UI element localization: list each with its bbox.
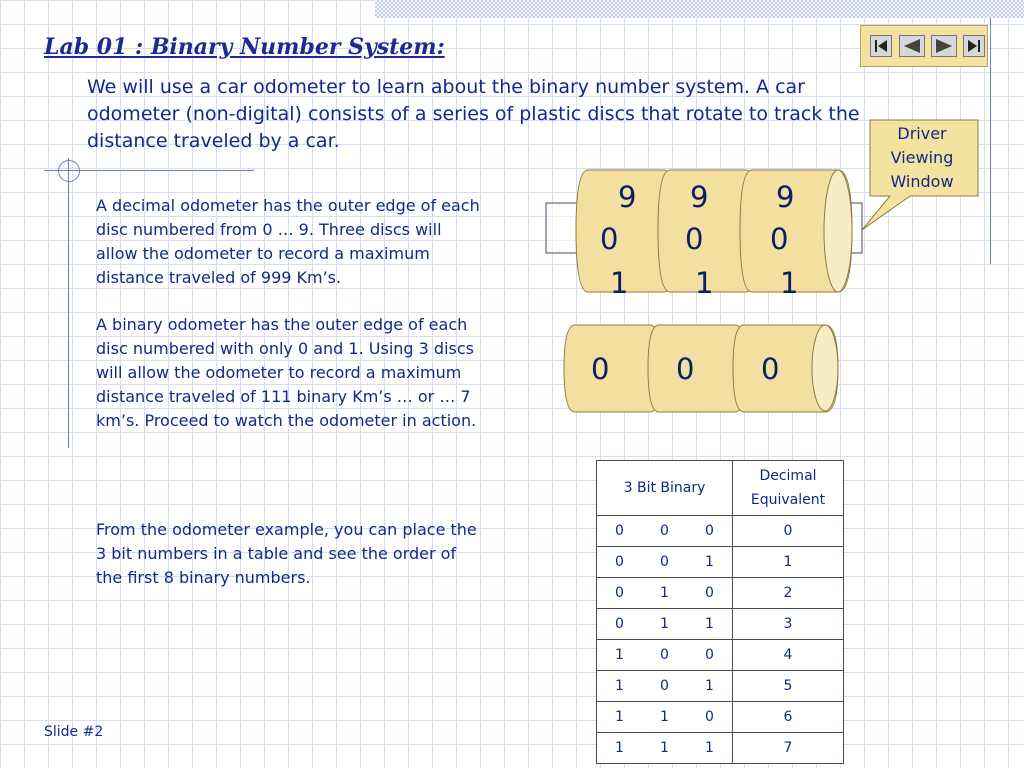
decimal-value-cell: 5 [733,671,844,702]
decimal-disc-1-middle: 0 [600,222,619,256]
intro-paragraph: We will use a car odometer to learn about the binary number system. A car odometer (non-digital) consists of a series of plastic discs that rotate to track the distance traveled by a car. [87,76,860,152]
decimal-disc-3-bottom: 1 [780,266,799,300]
table-row [597,547,844,578]
header-3-bit-binary: 3 Bit Binary [597,461,733,516]
binary-bit-cell: 0 [642,671,687,702]
binary-bit-cell: 1 [642,702,687,733]
binary-bit-cell: 0 [642,516,687,547]
binary-disc-3 [733,325,838,412]
decimal-value-cell: 0 [733,516,844,547]
binary-bit-cell: 0 [687,640,733,671]
decimal-disc-3-middle: 0 [770,222,789,256]
last-slide-button[interactable] [963,35,985,57]
first-slide-icon [873,38,889,54]
binary-disc-2 [648,325,746,412]
slide-navigation [860,25,988,67]
binary-bit-cell: 1 [642,733,687,764]
binary-bit-cell: 0 [597,516,643,547]
decimal-disc-2-middle: 0 [685,222,704,256]
slide-title: Lab 01 : Binary Number System: [44,34,445,60]
previous-slide-button[interactable] [899,35,925,57]
binary-bit-cell: 0 [687,702,733,733]
callout-line-1: Driver [897,124,947,143]
binary-bit-cell: 1 [687,609,733,640]
decimal-disc-1-bottom: 1 [610,266,629,300]
table-row [597,516,844,547]
table-row [597,578,844,609]
binary-bit-cell: 0 [642,640,687,671]
binary-disc-1 [564,325,661,412]
binary-disc-2-digit: 0 [676,352,695,386]
binary-table [596,460,844,764]
table-row [597,609,844,640]
decimal-disc-1-top: 9 [618,180,637,214]
decimal-odometer-paragraph: A decimal odometer has the outer edge of each disc numbered from 0 … 9. Three discs will allow the odometer to record a maximum distance traveled of 999 Km’s. [96,196,480,287]
table-row [597,702,844,733]
decimal-value-cell: 1 [733,547,844,578]
top-decorative-band [375,0,1024,18]
binary-bit-cell: 0 [597,547,643,578]
decimal-odometer [540,165,870,300]
binary-bit-cell: 1 [687,547,733,578]
bullet-decoration [44,150,254,190]
binary-bit-cell: 1 [597,640,643,671]
table-body [597,516,844,764]
decimal-value-cell: 3 [733,609,844,640]
binary-bit-cell: 1 [687,671,733,702]
table-row [597,733,844,764]
header-decimal-equivalent [733,461,844,516]
binary-odometer [555,320,855,420]
right-decorative-line [990,18,991,264]
binary-disc-1-digit: 0 [591,352,610,386]
binary-bit-cell: 0 [597,609,643,640]
decimal-disc-3-top: 9 [776,180,795,214]
callout-line-3: Window [890,172,954,191]
binary-bit-cell: 1 [642,578,687,609]
decimal-value-cell: 2 [733,578,844,609]
decimal-value-cell: 4 [733,640,844,671]
binary-disc-3-digit: 0 [761,352,780,386]
binary-bit-cell: 0 [597,578,643,609]
decimal-disc-2-bottom: 1 [695,266,714,300]
binary-bit-cell: 0 [642,547,687,578]
binary-bit-cell: 1 [642,609,687,640]
binary-bit-cell: 1 [687,733,733,764]
table-row [597,640,844,671]
binary-bit-cell: 1 [597,702,643,733]
binary-bit-cell: 1 [597,733,643,764]
last-slide-icon [966,38,982,54]
binary-bit-cell: 0 [687,578,733,609]
header-decimal-line-2: Equivalent [750,492,826,508]
binary-odometer-paragraph: A binary odometer has the outer edge of each disc numbered with only 0 and 1. Using 3 discs will allow the odometer to record a maximum distance traveled of 111 binary Km’s … or … 7 km’s. Proceed to watch the odometer in action. [96,315,477,430]
binary-bit-cell: 0 [687,516,733,547]
decimal-value-cell: 6 [733,702,844,733]
previous-slide-icon [902,38,922,54]
slide-number: Slide #2 [44,724,104,740]
binary-bit-cell: 1 [597,671,643,702]
driver-viewing-window-callout [860,118,988,238]
next-slide-icon [934,38,954,54]
header-decimal-line-1: Decimal [759,468,817,484]
table-row [597,671,844,702]
decimal-disc-2-top: 9 [690,180,709,214]
first-slide-button[interactable] [870,35,892,57]
callout-line-2: Viewing [890,148,954,167]
table-intro-paragraph: From the odometer example, you can place the 3 bit numbers in a table and see the order of the first 8 binary numbers. [96,520,477,587]
table-header-row [597,461,844,516]
next-slide-button[interactable] [931,35,957,57]
decimal-value-cell: 7 [733,733,844,764]
